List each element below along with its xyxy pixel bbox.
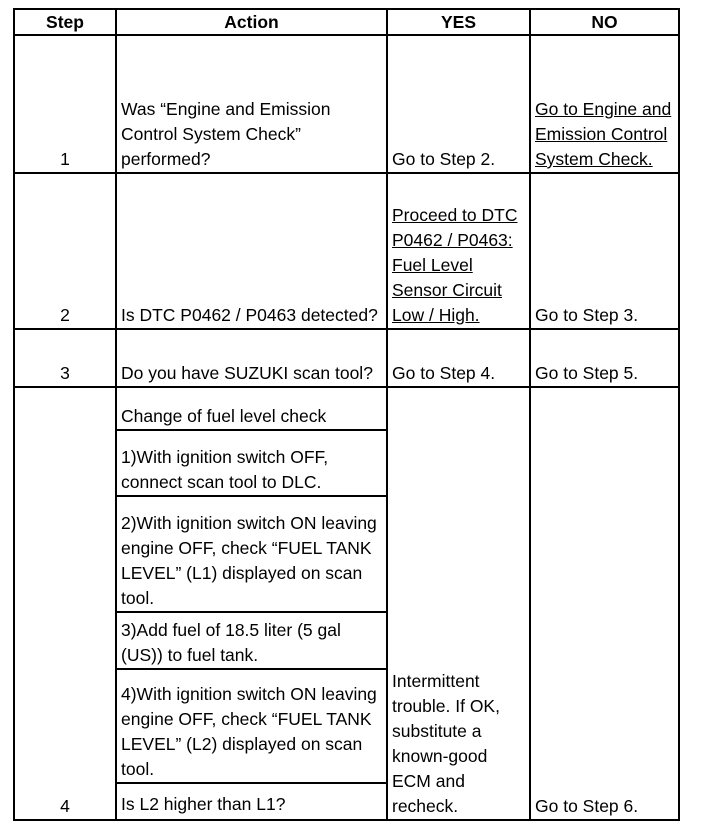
yes-link[interactable]: Proceed to DTC P0462 / P0463: Fuel Level Sensor Circuit Low / High. — [387, 173, 530, 329]
action-substeps — [117, 388, 386, 817]
action-cell: Is DTC P0462 / P0463 detected? — [116, 173, 387, 329]
step-number: 4 — [14, 387, 116, 820]
header-row — [14, 9, 679, 35]
table-row — [14, 387, 679, 820]
step-number: 2 — [14, 173, 116, 329]
header-action: Action — [116, 9, 387, 35]
substep: 2)With ignition switch ON leaving engine OFF, check “FUEL TANK LEVEL” (L1) displayed on scan tool. — [117, 496, 386, 612]
no-cell: Go to Step 6. — [530, 387, 679, 820]
substep: 4)With ignition switch ON leaving engine OFF, check “FUEL TANK LEVEL” (L2) displayed on scan tool. — [117, 669, 386, 783]
header-step: Step — [14, 9, 116, 35]
step-number: 3 — [14, 329, 116, 387]
table-row — [14, 173, 679, 329]
no-cell: Go to Step 5. — [530, 329, 679, 387]
header-yes: YES — [387, 9, 530, 35]
step-number: 1 — [14, 35, 116, 173]
action-cell: Do you have SUZUKI scan tool? — [116, 329, 387, 387]
table-row — [14, 329, 679, 387]
substep: Is L2 higher than L1? — [121, 794, 286, 814]
yes-cell: Go to Step 4. — [387, 329, 530, 387]
header-no: NO — [530, 9, 679, 35]
substep: 1)With ignition switch OFF, connect scan tool to DLC. — [117, 430, 386, 496]
no-link[interactable]: Go to Engine and Emission Control System Check. — [530, 35, 679, 173]
action-cell — [116, 387, 387, 820]
substep: Change of fuel level check — [117, 388, 386, 430]
substep: 3)Add fuel of 18.5 liter (5 gal (US)) to fuel tank. — [117, 612, 386, 669]
table-row — [14, 35, 679, 173]
action-cell: Was “Engine and Emission Control System Check” performed? — [116, 35, 387, 173]
yes-cell: Intermittent trouble. If OK, substitute a known-good ECM and recheck. — [387, 387, 530, 820]
diagnostic-table — [13, 8, 680, 821]
no-cell: Go to Step 3. — [530, 173, 679, 329]
yes-cell: Go to Step 2. — [387, 35, 530, 173]
